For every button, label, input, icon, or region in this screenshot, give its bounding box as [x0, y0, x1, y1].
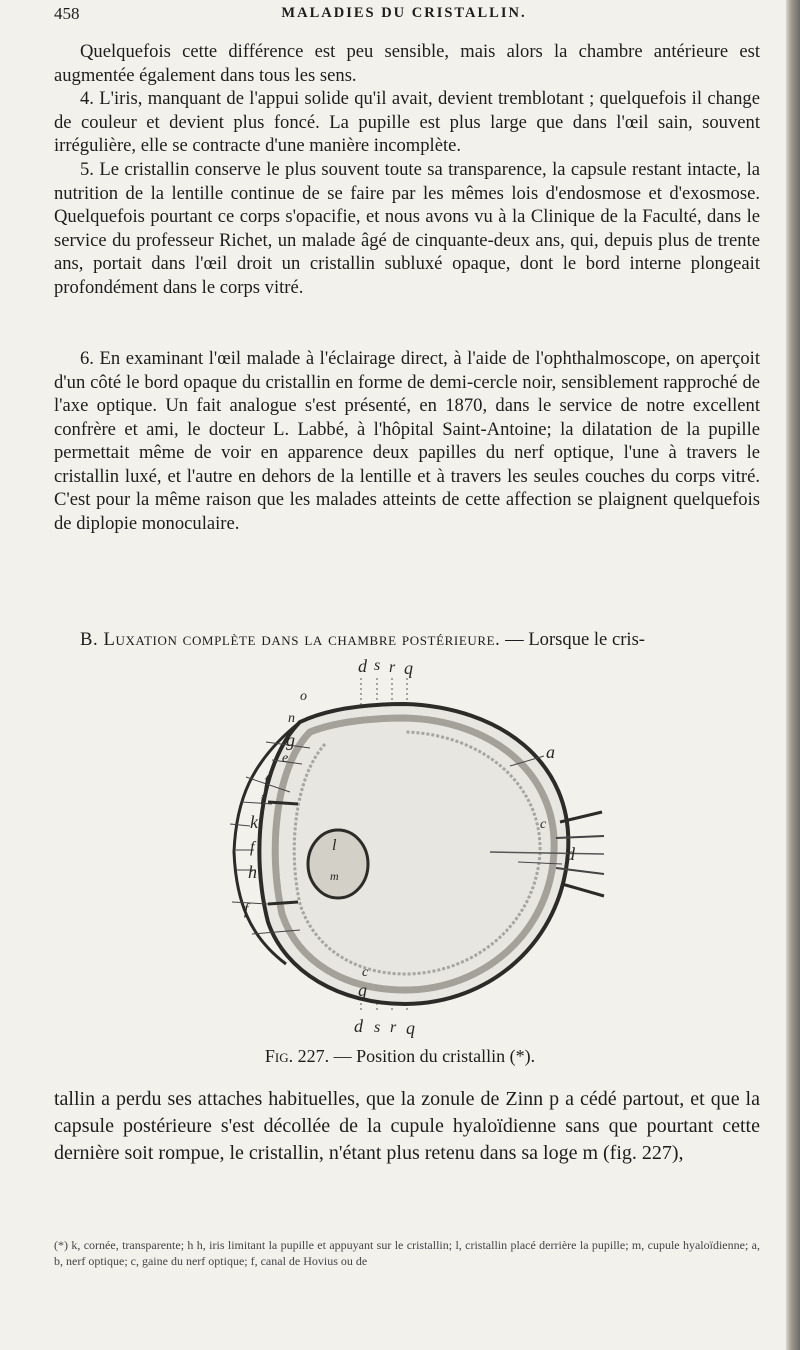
fig-label-bottom-r: r [390, 1019, 397, 1036]
fig-label-top-q: q [404, 658, 413, 678]
eye-diagram-figure [190, 652, 620, 1042]
fig-label-o: o [300, 689, 307, 704]
fig-label-c-bottom: c [362, 965, 369, 980]
paragraph-closing: tallin a perdu ses attaches habituelles, que la zonule de Zinn p a cédé partout, et que la capsule postérieure s'est décollée de la cupule hyaloïdienne sans que pourtant cette dernière soit rompue, le cristallin, n'étant plus retenu dans sa loge m (fig. 227), [54, 1088, 760, 1164]
footnote: (*) k, cornée, transparente; h h, iris limitant la pupille et appuyant sur le cristallin; l, cristallin placé derrière la pupille; m, cupule hyaloïdienne; a, b, nerf optique; c, gaine du nerf optique; f, canal de Hovius ou de [54, 1238, 760, 1268]
lens-shape [308, 830, 368, 898]
page-number: 458 [54, 4, 80, 23]
fig-label-a: a [546, 742, 555, 762]
paragraph-cristallin: 5. Le cristallin conserve le plus souvent toute sa transparence, la capsule restant intacte, la nutrition de la lentille continue de se faire par les mêmes lois d'endosmose et d'exosmose. Quelquefois pourtant ce corps s'opacifie, et nous avons vu à la Clinique de la Faculté, dans le service du professeur Richet, un malade âgé de cinquante-deux ans, qui, depuis plus de trente ans, portait dans l'œil droit un cristallin subluxé opaque, dont le bord interne plongeait profondément dans le corps vitré. [54, 159, 760, 298]
fig-label-l: l [332, 837, 337, 854]
fig-label-top-s: s [374, 657, 381, 674]
fig-label-f-mid: f [250, 839, 255, 856]
section-lead-text: — Lorsque le cris- [500, 629, 645, 650]
fig-label-bottom-q: q [406, 1018, 415, 1038]
fig-label-g: g [286, 730, 295, 750]
eye-globe [259, 704, 568, 1004]
fig-label-k: k [250, 812, 258, 832]
fig-label-d-right: d [566, 844, 575, 864]
fig-label-c-right: c [540, 817, 547, 832]
figure-caption-text: — Position du cristallin (*). [329, 1046, 536, 1066]
fig-label-i: i [260, 793, 264, 808]
paragraph-iris: 4. L'iris, manquant de l'appui solide qu'il avait, devient tremblotant ; quelquefois il change de couleur et devient plus foncé. La pupille est plus large que dans l'œil sain, souvent irrégulière, elle se contracte d'une manière incomplète. [54, 88, 760, 156]
fig-label-e: e [282, 751, 289, 766]
paragraph-examination: 6. En examinant l'œil malade à l'éclairage direct, à l'aide de l'ophthalmoscope, on aperçoit d'un côté le bord opaque du cristallin en forme de demi-cercle noir, sensiblement rapproché de l'axe optique. Un fait analogue s'est présenté, en 1870, dans le service de notre excellent confrère et ami, le docteur L. Labbé, à l'hôpital Saint-Antoine; la dilatation de la pupille permettait même de voir en apparence deux papilles du nerf optique, l'une à travers le cristallin luxé, et l'autre en dehors de la lentille et à travers les seules couches du corps vitré. C'est pour la même raison que les malades atteints de cette affection se plaignent quelquefois de diplopie monoculaire. [54, 348, 760, 534]
figure-number: Fig. 227. [264, 1046, 330, 1066]
fig-label-n: n [288, 711, 295, 726]
fig-label-g-bottom: g [358, 980, 367, 1000]
fig-label-bottom-d: d [354, 1016, 363, 1036]
paragraph-intro: Quelquefois cette différence est peu sensible, mais alors la chambre antérieure est augmentée également dans tous les sens. [54, 41, 760, 86]
fig-label-bottom-s: s [374, 1019, 381, 1036]
running-title: MALADIES DU CRISTALLIN. [281, 5, 527, 21]
fig-label-f-top: f [264, 773, 269, 790]
page-edge-shadow [786, 0, 800, 1350]
fig-label-f-low: f [244, 901, 249, 918]
figure-caption [0, 1046, 800, 1067]
page-header [54, 4, 754, 30]
section-heading-paragraph [54, 628, 760, 652]
fig-label-top-d: d [358, 656, 367, 676]
section-heading: B. Luxation complète dans la chambre postérieure. [80, 629, 501, 650]
fig-label-h: h [248, 862, 257, 882]
fig-label-m: m [330, 869, 339, 883]
fig-label-top-r: r [389, 659, 396, 676]
